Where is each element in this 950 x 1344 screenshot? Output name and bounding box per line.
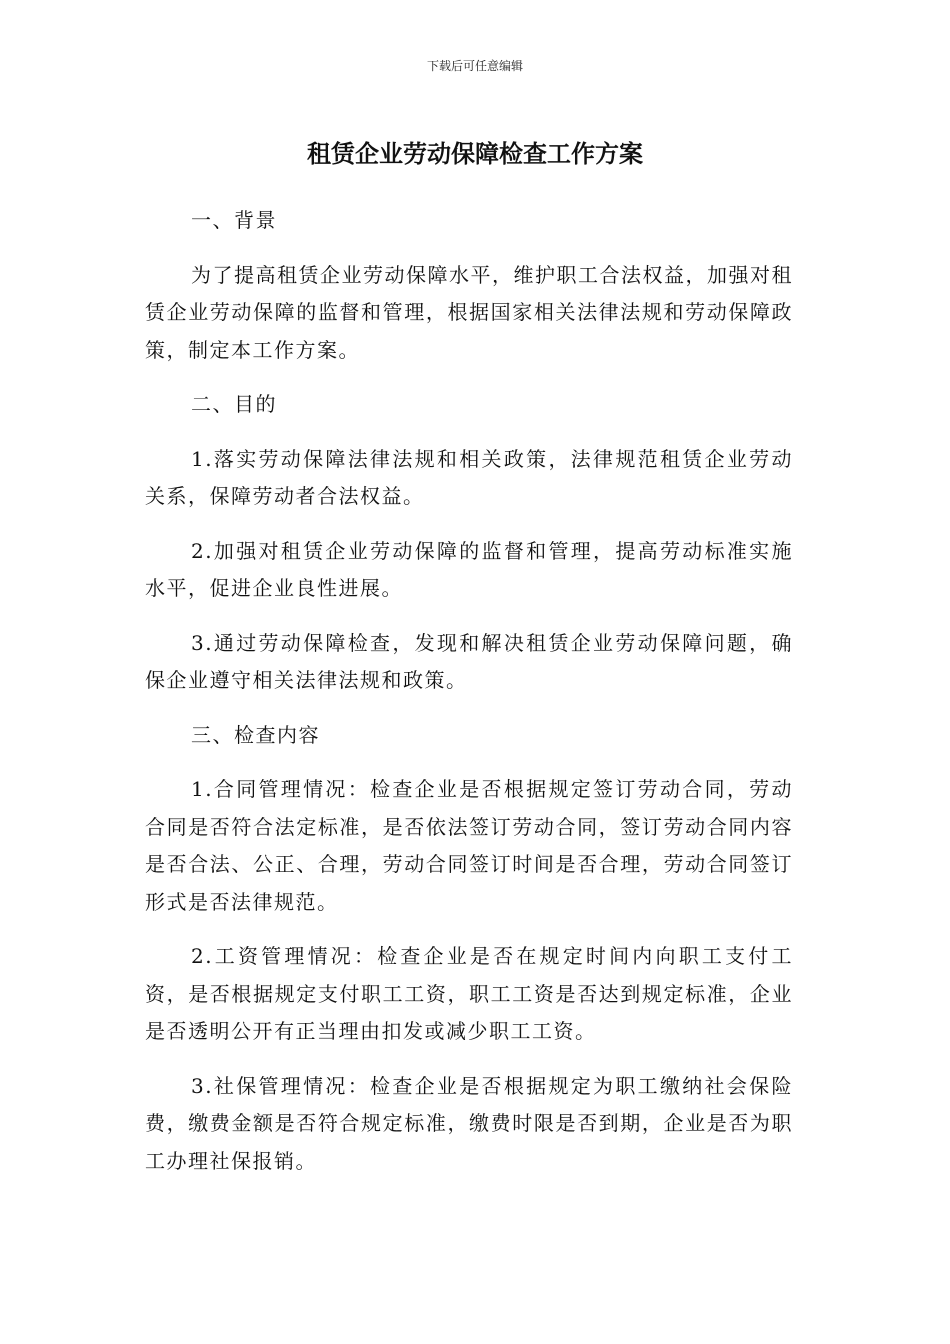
- header-note: 下载后可任意编辑: [426, 59, 523, 73]
- section-heading-background: 一、背景: [191, 208, 277, 232]
- paragraph: 2.加强对租赁企业劳动保障的监督和管理，提高劳动标准实施水平，促进企业良性进展。: [145, 538, 793, 600]
- document-body: [145, 202, 793, 1197]
- paragraph: 2.工资管理情况：检查企业是否在规定时间内向职工支付工资，是否根据规定支付职工工资，职工工资是否达到规定标准，企业是否透明公开有正当理由扣发或减少职工工资。: [145, 944, 793, 1043]
- section-heading-inspection-content: 三、检查内容: [191, 722, 320, 747]
- paragraph: 为了提高租赁企业劳动保障水平，维护职工合法权益，加强对租赁企业劳动保障的监督和管理，根据国家相关法律法规和劳动保障政策，制定本工作方案。: [145, 262, 793, 362]
- paragraph: 1.落实劳动保障法律法规和相关政策，法律规范租赁企业劳动关系，保障劳动者合法权益。: [145, 446, 793, 508]
- paragraph: 3.社保管理情况：检查企业是否根据规定为职工缴纳社会保险费，缴费金额是否符合规定标准，缴费时限是否到期，企业是否为职工办理社保报销。: [145, 1073, 793, 1173]
- document-title: 租赁企业劳动保障检查工作方案: [307, 140, 643, 168]
- paragraph: 1.合同管理情况：检查企业是否根据规定签订劳动合同，劳动合同是否符合法定标准，是否依法签订劳动合同，签订劳动合同内容是否合法、公正、合理，劳动合同签订时间是否合理，劳动合同签订形式是否法律规范。: [145, 777, 793, 914]
- paragraph: 3.通过劳动保障检查，发现和解决租赁企业劳动保障问题，确保企业遵守相关法律法规和政策。: [145, 630, 793, 692]
- section-heading-purpose: 二、目的: [191, 392, 277, 416]
